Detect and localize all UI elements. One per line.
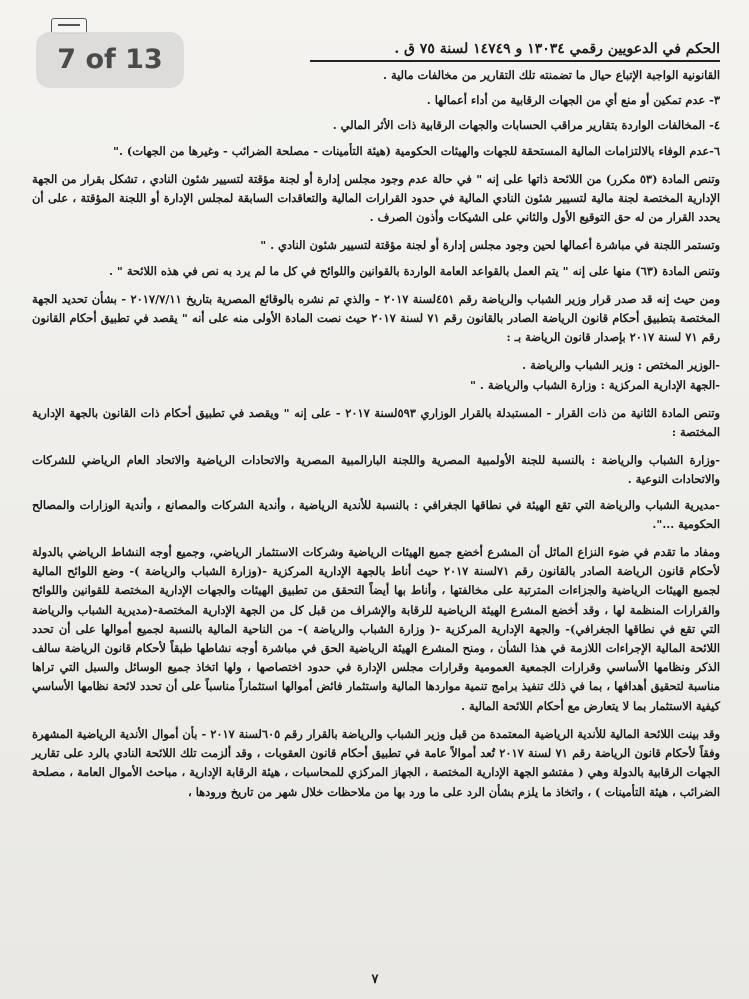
document-header: الحكم في الدعويين رقمي ١٣٠٣٤ و ١٤٧٤٩ لسنة ٧٥ ق . <box>394 41 720 57</box>
header-underline <box>310 60 720 62</box>
list-item: ٣- عدم تمكين أو منع أي من الجهات الرقابية من أداء أعمالها . <box>426 93 720 108</box>
definition-item: -الوزير المختص : وزير الشباب والرياضة . <box>522 358 720 373</box>
paragraph: -مديرية الشباب والرياضة التي تقع الهيئة في نطاقها الجغرافي : بالنسبة للأندية الرياضية ، وأندية الشركات والمصانع ، وأندية الوزارات والمصالح الحكومية ...". <box>32 497 720 531</box>
paragraph: ومن حيث إنه قد صدر قرار وزير الشباب والرياضة رقم ٤٥١لسنة ٢٠١٧ - والذي تم نشره بالوقائع المصرية بتاريخ ٢٠١٧/٧/١١ - بشأن تحديد الجهة المختصة بتطبيق أحكام قانون الرياضة الصادر بالقانون رقم ٧١ لسنة ٢٠١٧ حيث نصت المادة الأولى منه على أنه " يقصد في تطبيق أحكام القانون رقم ٧١ لسنة ٢٠١٧ بإصدار قانون الرياضة بـ : <box>32 291 720 345</box>
paragraph: وتنص المادة الثانية من ذات القرار - المستبدلة بالقرار الوزاري ٥٩٣لسنة ٢٠١٧ - على إنه " ويقصد في تطبيق أحكام ذات القانون بالجهة الإدارية المختصة : <box>32 405 720 440</box>
definition-list <box>32 356 720 394</box>
paragraph: وقد بينت اللائحة المالية للأندية الرياضية المعتمدة من قبل وزير الشباب والرياضة بالقرار رقم ٦٠٥لسنة ٢٠١٧ - بأن أموال الأندية الرياضية المشهرة وفقاً لأحكام قانون الرياضة رقم ٧١ لسنة ٢٠١٧ تُعد أموالاً عامة في تطبيق أحكام قانون العقوبات ، وقد ألزمت تلك اللائحة النادي بالرد على تقارير الجهات الرقابية بالدولة وهي ( مفتشو الجهة الإدارية المختصة ، الجهاز المركزي للمحاسبات ، هيئة الرقابة الإدارية ، مباحث الأموال العامة ، مصلحة الضرائب ، هيئة التأمينات ) ، واتخاذ ما يلزم بشأن الرد على ما ورد بها من ملاحظات خلال شهر من تاريخ ورودها ، <box>32 726 721 799</box>
document-body <box>32 66 720 808</box>
paragraph: -وزارة الشباب والرياضة : بالنسبة للجنة الأولمبية المصرية واللجنة البارالمبية المصرية والاتحادات الرياضية والاتحاد العام الرياضي للشركات والاتحادات النوعية . <box>32 453 720 487</box>
page-indicator-badge: 7 of 13 <box>36 32 184 88</box>
list-item: ٦-عدم الوفاء بالالتزامات المالية المستحقة للجهات والهيئات الحكومية (هيئة التأمينات - مصلحة الضرائب - وغيرها من الجهات) ." <box>113 143 720 158</box>
definition-item: -الجهة الإدارية المركزية : وزارة الشباب والرياضة . " <box>470 377 720 392</box>
list-item: ٤- المخالفات الواردة بتقارير مراقب الحسابات والجهات الرقابية ذات الأثر المالي . <box>332 118 720 133</box>
paragraph: وتنص المادة (٦٣) منها على إنه " يتم العمل بالقواعد العامة الواردة بالقوانين واللوائح في كل ما لم يرد به نص في هذه اللائحة " . <box>108 263 720 278</box>
paragraph: وتستمر اللجنة في مباشرة أعمالها لحين وجود مجلس إدارة أو لجنة مؤقتة لتسيير شئون النادي . " <box>260 238 720 253</box>
paragraph: ومفاد ما تقدم في ضوء النزاع الماثل أن المشرع أخضع جميع الهيئات الرياضية وشركات الاستثمار الرياضي، وجميع أوجه النشاط الرياضي بالدولة لأحكام قانون الرياضة الصادر بالقانون رقم ٧١لسنة ٢٠١٧ حيث أناط بالجهة الإدارية المركزية -(وزارة الشباب والرياضة )- وضع اللوائح المالية لجميع الهيئات الرياضية والجزاءات المترتبة على مخالفتها ، وأناط بها أيضاً التحقق من تطبيق الهيئات والجهات الإدارية المختصة للقوانين واللوائح والقرارات المنظمة لها ، وقد أخضع المشرع الهيئة الرياضية للرقابة والإشراف من قبل كل من الجهة الإدارية المختصة-(مديرية الشباب والرياضة التي تقع في نطاقها الجغرافي)- والجهة الإدارية المركزية -( وزارة الشباب والرياضة )- من الناحية المالية بالنسبة لجميع أموالها على أن تحدد اللائحة المالية الإجراءات اللازمة في هذا الشأن ، ومنح المشرع الهيئة الرياضية الحق في مباشرة أوجه نشاطها طبقاً لأحكام قانون الرياضة سالف الذكر ونظامها الأساسي وقرارات الجمعية العمومية وقرارات مجلس الإدارة في حدود اختصاصها ، ولها اتخاذ جميع الوسائل والسبل التي تراها مناسبة لتحقيق أهدافها ، بما في ذلك تنفيذ برامج تنمية مواردها المالية واستثمار فائض أموالها استثماراً مناسباً على أن تحدد لائحة نظامها الأساسي كيفية الاستثمار بما لا يتعارض مع أحكام اللائحة المالية . <box>32 545 720 713</box>
page-number: ٧ <box>371 972 379 987</box>
paragraph: وتنص المادة (٥٣ مكرر) من اللائحة ذاتها على إنه " في حالة عدم وجود مجلس إدارة أو لجنة مؤقتة لتسيير شئون النادي ، تشكل بقرار من الجهة الإدارية المختصة لجنة مالية لتسيير شئون النادي المالية في حدود القرارات المالية والتعاقدات السابقة لمجلس الإدارة أو اللجنة المؤقتة ، على أن يحدد القرار من له حق التوقيع الأول والثاني على الشيكات وأذون الصرف . <box>32 171 720 225</box>
paragraph: القانونية الواجبة الإتباع حيال ما تضمنته تلك التقارير من مخالفات مالية . <box>383 68 720 82</box>
